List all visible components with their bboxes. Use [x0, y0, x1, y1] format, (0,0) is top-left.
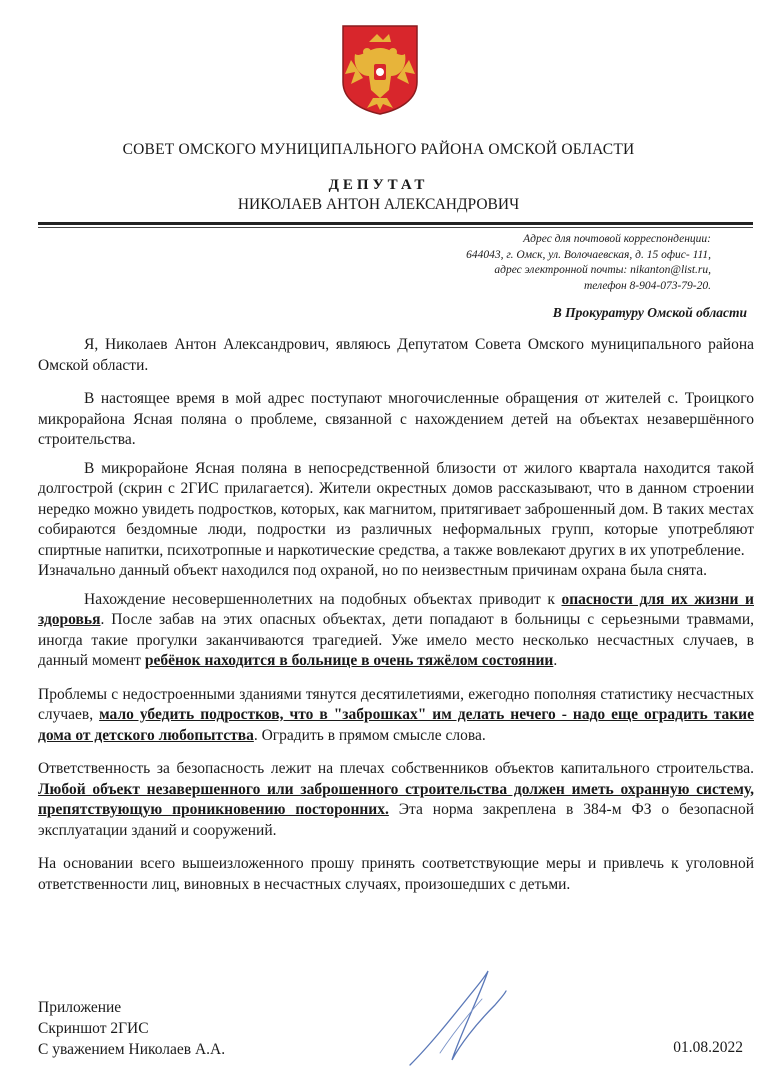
paragraph: [38, 590, 754, 672]
text-run: Проблемы с недостроенными зданиями тянутся десятилетиями, ежегодно пополняя статистику несчастных случаев,: [38, 685, 754, 723]
deputy-name: НИКОЛАЕВ АНТОН АЛЕКСАНДРОВИЧ: [237, 196, 520, 213]
paragraph: На основании всего вышеизложенного прошу принять соответствующие меры и привлечь к уголовной ответственности лиц, виновных в несчастных случаях, произошедших с детьми.: [38, 855, 754, 893]
closing-block: [38, 997, 225, 1060]
letter-date: 01.08.2022: [673, 1039, 743, 1056]
organization-title: СОВЕТ ОМСКОГО МУНИЦИПАЛЬНОГО РАЙОНА ОМСКОЙ ОБЛАСТИ: [122, 141, 635, 158]
address-line: адрес электронной почты: nikanton@list.ru,: [494, 264, 711, 276]
text-run: . После забав на этих опасных объектах, дети попадают в больницы с серьезными травмами, иногда такие прогулки заканчиваются трагедией. Уже имело место несколько несчастных случаев, в данный момент: [38, 611, 754, 669]
text-run: Ответственность за безопасность лежит на плечах собственников объектов капитального строительства.: [38, 760, 754, 777]
attachment-item: Скриншот 2ГИС: [38, 1020, 149, 1037]
paragraph: [38, 759, 754, 841]
text-run: Эта норма закреплена в 384-м ФЗ о безопасной эксплуатации зданий и сооружений.: [38, 801, 754, 839]
recipient: В Прокуратуру Омской области: [552, 305, 747, 320]
attachment-label: Приложение: [38, 999, 122, 1016]
coat-of-arms-icon: [341, 24, 419, 116]
header-divider-thick: [38, 222, 753, 225]
paragraph: В настоящее время в мой адрес поступают многочисленные обращения от жителей с. Троицкого микрорайона Ясная поляна о проблеме, связанной с нахождением детей на объектах незавершённого строительства.: [38, 390, 754, 448]
letter-body: [38, 335, 754, 895]
emphasis-text: Любой объект незавершенного или заброшенного строительства должен иметь охранную систему, препятствующую проникновению посторонних.: [38, 780, 754, 818]
emphasis-text: ребёнок находится в больнице в очень тяжёлом состоянии: [144, 652, 554, 669]
emphasis-text: опасности для их жизни и здоровья: [38, 590, 754, 628]
paragraph: [38, 685, 754, 747]
text-run: . Оградить в прямом смысле слова.: [253, 726, 486, 744]
text-run: .: [553, 652, 558, 669]
paragraph: В микрорайоне Ясная поляна в непосредственной близости от жилого квартала находится такой долгострой (скрин с 2ГИС прилагается). Жители окрестных домов рассказывают, что в данном строении нередко можно увидеть подростков, которых, как магнитом, притягивает заброшенный дом. В таких местах собираются бездомные люди, подростки из различных неформальных групп, которые употребляют спиртные напитки, психотропные и наркотические средства, а также вовлекают других в их употребление.: [38, 459, 754, 559]
header-divider-thin: [38, 227, 753, 228]
emphasis-text: мало убедить подростков, что в "заброшках" им делать нечего - надо еще оградить такие дома от детского любопытства: [38, 706, 754, 744]
sign-off: С уважением Николаев А.А.: [38, 1041, 226, 1058]
text-run: Нахождение несовершеннолетних на подобных объектах приводит к: [84, 590, 562, 608]
signature: [400, 965, 520, 1075]
position-title: ДЕПУТАТ: [328, 177, 429, 193]
address-block: [291, 232, 711, 294]
address-line: телефон 8-904-073-79-20.: [583, 279, 711, 292]
address-line: Адрес для почтовой корреспонденции:: [523, 233, 711, 245]
address-line: 644043, г. Омск, ул. Волочаевская, д. 15 офис- 111,: [466, 248, 711, 261]
paragraph: Я, Николаев Антон Александрович, являюсь Депутатом Совета Омского муниципального района Омской области.: [38, 336, 754, 374]
paragraph: Изначально данный объект находился под охраной, но по неизвестным причинам охрана была снята.: [38, 562, 707, 579]
